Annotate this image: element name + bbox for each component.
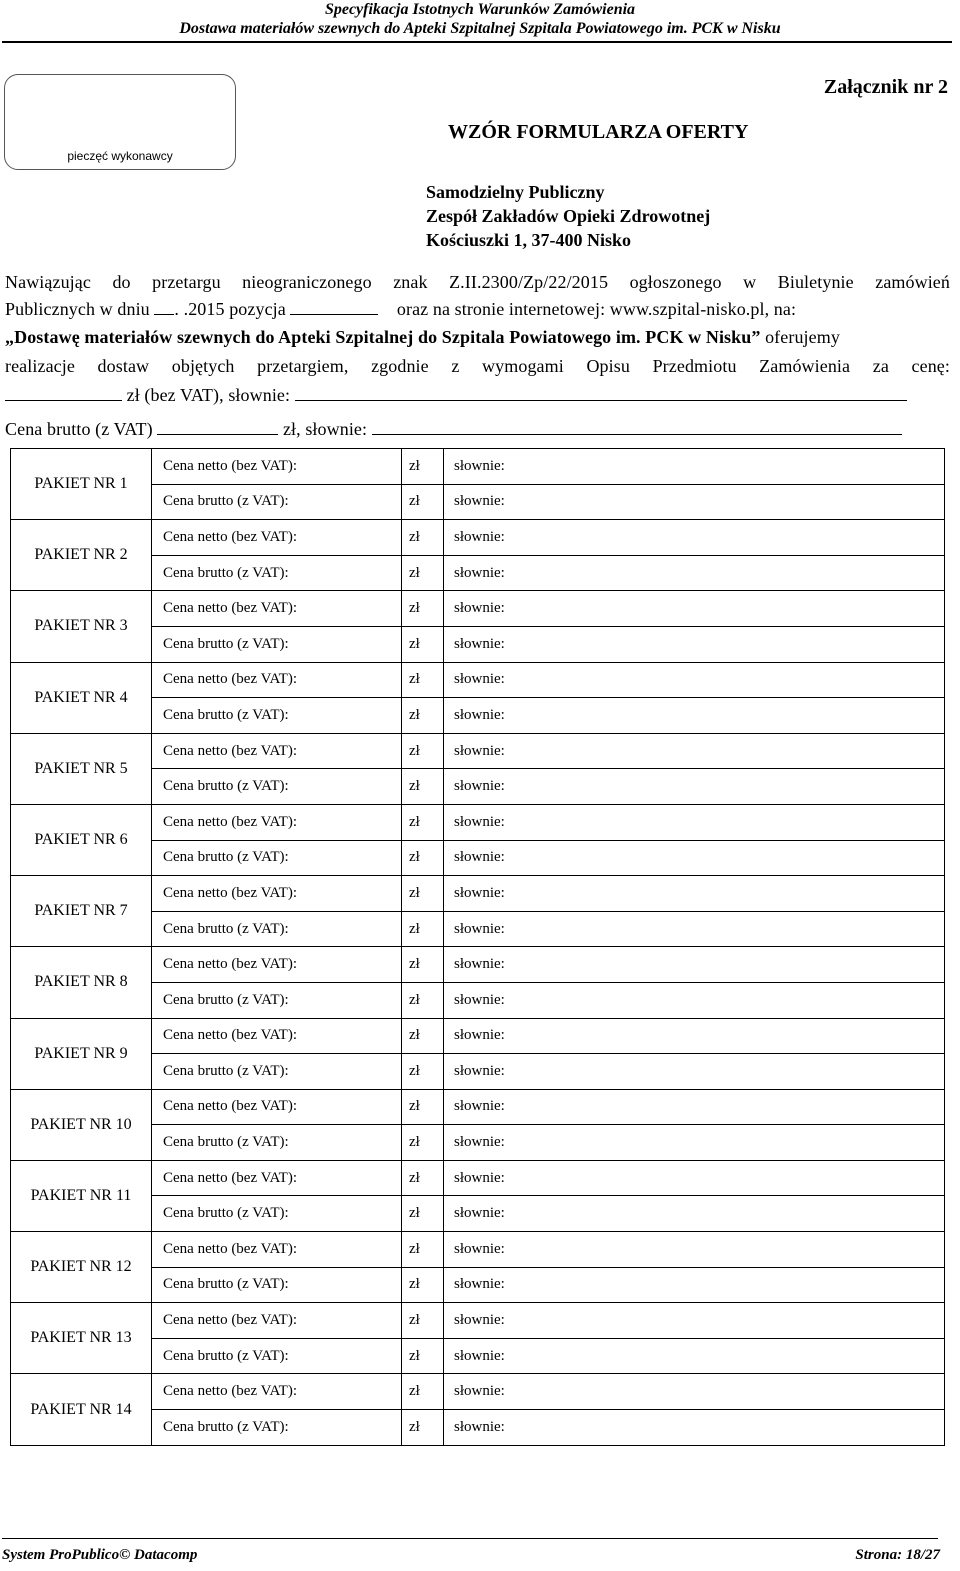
net-price-words-blank[interactable] bbox=[295, 385, 907, 401]
brutto-price-label: Cena brutto (z VAT): bbox=[152, 1125, 402, 1161]
currency-cell: zł bbox=[402, 876, 444, 912]
amount-in-words-cell[interactable]: słownie: bbox=[444, 982, 945, 1018]
netto-price-label: Cena netto (bez VAT): bbox=[152, 520, 402, 556]
currency-cell: zł bbox=[402, 1160, 444, 1196]
package-name: PAKIET NR 2 bbox=[11, 520, 152, 591]
currency-cell: zł bbox=[402, 698, 444, 734]
currency-cell: zł bbox=[402, 1054, 444, 1090]
currency-cell: zł bbox=[402, 1303, 444, 1339]
currency-cell: zł bbox=[402, 449, 444, 485]
package-name: PAKIET NR 11 bbox=[11, 1160, 152, 1231]
body-line-4: realizacje dostaw objętych przetargiem, zgodnie z wymogami Opisu Przedmiotu Zamówienia za cenę: bbox=[5, 356, 950, 376]
amount-in-words-cell[interactable]: słownie: bbox=[444, 520, 945, 556]
table-row bbox=[11, 1089, 945, 1125]
brutto-price-label: Cena brutto (z VAT): bbox=[152, 982, 402, 1018]
currency-cell: zł bbox=[402, 911, 444, 947]
package-name: PAKIET NR 13 bbox=[11, 1303, 152, 1374]
table-row bbox=[11, 733, 945, 769]
currency-cell: zł bbox=[402, 1018, 444, 1054]
annex-number: Załącznik nr 2 bbox=[823, 76, 948, 98]
amount-in-words-cell[interactable]: słownie: bbox=[444, 449, 945, 485]
amount-in-words-cell[interactable]: słownie: bbox=[444, 555, 945, 591]
table-row bbox=[11, 982, 945, 1018]
netto-price-label: Cena netto (bez VAT): bbox=[152, 1089, 402, 1125]
currency-cell: zł bbox=[402, 1338, 444, 1374]
table-row bbox=[11, 1125, 945, 1161]
body-line-2: Publicznych w dniu . .2015 pozycja oraz na stronie internetowej: www.szpital-nisko.pl, na: bbox=[5, 299, 797, 319]
netto-price-label: Cena netto (bez VAT): bbox=[152, 1374, 402, 1410]
package-name: PAKIET NR 5 bbox=[11, 733, 152, 804]
table-row bbox=[11, 1410, 945, 1446]
currency-cell: zł bbox=[402, 484, 444, 520]
amount-in-words-cell[interactable]: słownie: bbox=[444, 626, 945, 662]
body-line-5: zł (bez VAT), słownie: bbox=[5, 385, 950, 406]
table-row bbox=[11, 1196, 945, 1232]
addressee-line-2: Zespół Zakładów Opieki Zdrowotnej bbox=[426, 206, 711, 226]
package-name: PAKIET NR 7 bbox=[11, 876, 152, 947]
package-name: PAKIET NR 3 bbox=[11, 591, 152, 662]
amount-in-words-cell[interactable]: słownie: bbox=[444, 840, 945, 876]
package-name: PAKIET NR 10 bbox=[11, 1089, 152, 1160]
table-row bbox=[11, 698, 945, 734]
table-row bbox=[11, 662, 945, 698]
brutto-price-label: Cena brutto (z VAT): bbox=[152, 484, 402, 520]
date-day-blank[interactable] bbox=[154, 299, 174, 315]
stamp-label: pieczęć wykonawcy bbox=[67, 149, 173, 163]
brutto-price-label: Cena brutto (z VAT): bbox=[152, 1267, 402, 1303]
table-row bbox=[11, 626, 945, 662]
header-line-1: Specyfikacja Istotnych Warunków Zamówienia bbox=[324, 1, 636, 18]
currency-cell: zł bbox=[402, 520, 444, 556]
table-row bbox=[11, 1160, 945, 1196]
amount-in-words-cell[interactable]: słownie: bbox=[444, 662, 945, 698]
body-line-6: Cena brutto (z VAT) zł, słownie: bbox=[5, 419, 950, 440]
amount-in-words-cell[interactable]: słownie: bbox=[444, 1196, 945, 1232]
currency-cell: zł bbox=[402, 662, 444, 698]
netto-price-label: Cena netto (bez VAT): bbox=[152, 947, 402, 983]
currency-cell: zł bbox=[402, 947, 444, 983]
table-row bbox=[11, 1018, 945, 1054]
position-blank[interactable] bbox=[290, 299, 378, 315]
package-name: PAKIET NR 12 bbox=[11, 1232, 152, 1303]
currency-cell: zł bbox=[402, 804, 444, 840]
footer-system: System ProPublico© Datacomp bbox=[2, 1547, 198, 1563]
brutto-price-label: Cena brutto (z VAT): bbox=[152, 1410, 402, 1446]
table-row bbox=[11, 555, 945, 591]
netto-price-label: Cena netto (bez VAT): bbox=[152, 733, 402, 769]
currency-cell: zł bbox=[402, 1374, 444, 1410]
currency-cell: zł bbox=[402, 769, 444, 805]
netto-price-label: Cena netto (bez VAT): bbox=[152, 804, 402, 840]
netto-price-label: Cena netto (bez VAT): bbox=[152, 1232, 402, 1268]
currency-cell: zł bbox=[402, 591, 444, 627]
amount-in-words-cell[interactable]: słownie: bbox=[444, 769, 945, 805]
table-row bbox=[11, 769, 945, 805]
netto-price-label: Cena netto (bez VAT): bbox=[152, 1018, 402, 1054]
amount-in-words-cell[interactable]: słownie: bbox=[444, 1338, 945, 1374]
brutto-price-label: Cena brutto (z VAT): bbox=[152, 1196, 402, 1232]
table-row bbox=[11, 840, 945, 876]
amount-in-words-cell[interactable]: słownie: bbox=[444, 1303, 945, 1339]
table-row bbox=[11, 591, 945, 627]
table-row bbox=[11, 804, 945, 840]
package-name: PAKIET NR 1 bbox=[11, 449, 152, 520]
contractor-stamp-box bbox=[4, 74, 236, 170]
package-name: PAKIET NR 9 bbox=[11, 1018, 152, 1089]
currency-cell: zł bbox=[402, 555, 444, 591]
amount-in-words-cell[interactable]: słownie: bbox=[444, 1374, 945, 1410]
body-line-3: „Dostawę materiałów szewnych do Apteki Szpitalnej do Szpitala Powiatowego im. PCK w Nisku” oferujemy bbox=[5, 327, 840, 347]
addressee-line-3: Kościuszki 1, 37-400 Nisko bbox=[426, 230, 632, 250]
brutto-price-label: Cena brutto (z VAT): bbox=[152, 769, 402, 805]
body-line-1: Nawiązując do przetargu nieograniczonego znak Z.II.2300/Zp/22/2015 ogłoszonego w Biuletynie zamówień bbox=[5, 272, 950, 292]
amount-in-words-cell[interactable]: słownie: bbox=[444, 1160, 945, 1196]
table-row bbox=[11, 1338, 945, 1374]
table-row bbox=[11, 1267, 945, 1303]
amount-in-words-cell[interactable]: słownie: bbox=[444, 911, 945, 947]
gross-price-words-blank[interactable] bbox=[372, 419, 902, 435]
currency-cell: zł bbox=[402, 1089, 444, 1125]
amount-in-words-cell[interactable]: słownie: bbox=[444, 1410, 945, 1446]
footer-divider bbox=[2, 1538, 938, 1539]
package-name: PAKIET NR 6 bbox=[11, 804, 152, 875]
table-row bbox=[11, 520, 945, 556]
currency-cell: zł bbox=[402, 733, 444, 769]
currency-cell: zł bbox=[402, 626, 444, 662]
amount-in-words-cell[interactable]: słownie: bbox=[444, 1267, 945, 1303]
netto-price-label: Cena netto (bez VAT): bbox=[152, 876, 402, 912]
package-name: PAKIET NR 14 bbox=[11, 1374, 152, 1445]
net-price-blank[interactable] bbox=[5, 385, 122, 401]
amount-in-words-cell[interactable]: słownie: bbox=[444, 698, 945, 734]
currency-cell: zł bbox=[402, 1196, 444, 1232]
table-row bbox=[11, 484, 945, 520]
table-row bbox=[11, 1232, 945, 1268]
netto-price-label: Cena netto (bez VAT): bbox=[152, 1160, 402, 1196]
gross-price-blank[interactable] bbox=[157, 419, 278, 435]
amount-in-words-cell[interactable]: słownie: bbox=[444, 1089, 945, 1125]
amount-in-words-cell[interactable]: słownie: bbox=[444, 1232, 945, 1268]
amount-in-words-cell[interactable]: słownie: bbox=[444, 804, 945, 840]
amount-in-words-cell[interactable]: słownie: bbox=[444, 591, 945, 627]
table-row bbox=[11, 876, 945, 912]
amount-in-words-cell[interactable]: słownie: bbox=[444, 1125, 945, 1161]
package-name: PAKIET NR 4 bbox=[11, 662, 152, 733]
netto-price-label: Cena netto (bez VAT): bbox=[152, 1303, 402, 1339]
table-row bbox=[11, 449, 945, 485]
currency-cell: zł bbox=[402, 1267, 444, 1303]
netto-price-label: Cena netto (bez VAT): bbox=[152, 449, 402, 485]
currency-cell: zł bbox=[402, 1410, 444, 1446]
table-row bbox=[11, 1303, 945, 1339]
currency-cell: zł bbox=[402, 1125, 444, 1161]
currency-cell: zł bbox=[402, 982, 444, 1018]
addressee-line-1: Samodzielny Publiczny bbox=[426, 182, 605, 202]
table-row bbox=[11, 947, 945, 983]
brutto-price-label: Cena brutto (z VAT): bbox=[152, 698, 402, 734]
table-row bbox=[11, 1374, 945, 1410]
brutto-price-label: Cena brutto (z VAT): bbox=[152, 1054, 402, 1090]
brutto-price-label: Cena brutto (z VAT): bbox=[152, 626, 402, 662]
package-name: PAKIET NR 8 bbox=[11, 947, 152, 1018]
amount-in-words-cell[interactable]: słownie: bbox=[444, 876, 945, 912]
table-row bbox=[11, 1054, 945, 1090]
amount-in-words-cell[interactable]: słownie: bbox=[444, 733, 945, 769]
brutto-price-label: Cena brutto (z VAT): bbox=[152, 911, 402, 947]
footer-page-number: Strona: 18/27 bbox=[855, 1547, 940, 1563]
header-divider bbox=[2, 41, 952, 43]
netto-price-label: Cena netto (bez VAT): bbox=[152, 591, 402, 627]
amount-in-words-cell[interactable]: słownie: bbox=[444, 1018, 945, 1054]
packages-table bbox=[10, 448, 945, 1446]
brutto-price-label: Cena brutto (z VAT): bbox=[152, 840, 402, 876]
netto-price-label: Cena netto (bez VAT): bbox=[152, 662, 402, 698]
document-header bbox=[0, 0, 960, 38]
currency-cell: zł bbox=[402, 1232, 444, 1268]
form-title: WZÓR FORMULARZA OFERTY bbox=[448, 121, 749, 143]
currency-cell: zł bbox=[402, 840, 444, 876]
amount-in-words-cell[interactable]: słownie: bbox=[444, 484, 945, 520]
table-row bbox=[11, 911, 945, 947]
amount-in-words-cell[interactable]: słownie: bbox=[444, 947, 945, 983]
brutto-price-label: Cena brutto (z VAT): bbox=[152, 555, 402, 591]
header-line-2: Dostawa materiałów szewnych do Apteki Szpitalnej Szpitala Powiatowego im. PCK w Nisku bbox=[179, 20, 781, 37]
amount-in-words-cell[interactable]: słownie: bbox=[444, 1054, 945, 1090]
brutto-price-label: Cena brutto (z VAT): bbox=[152, 1338, 402, 1374]
